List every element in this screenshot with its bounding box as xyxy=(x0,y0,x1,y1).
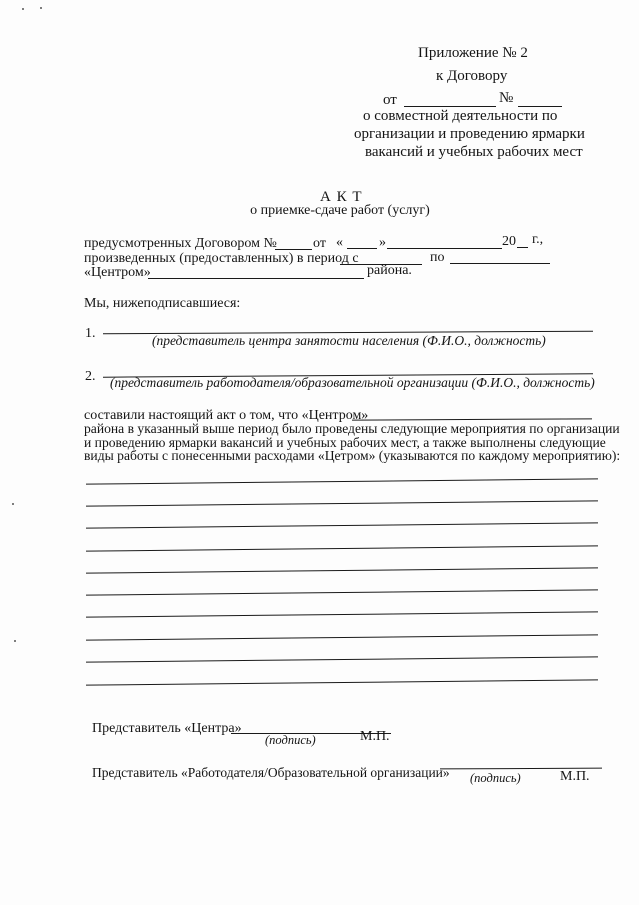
signer-1-number: 1. xyxy=(85,326,96,341)
body-line-4: виды работы с понесенными расходами «Цетром» (указываются по каждому мероприятию): xyxy=(84,448,621,463)
work-line xyxy=(86,656,598,662)
work-line xyxy=(86,679,598,685)
appendix-contract: к Договору xyxy=(436,68,508,84)
intro-year-blank xyxy=(517,247,528,248)
work-line xyxy=(86,567,598,573)
intro-month-blank xyxy=(387,248,502,249)
scan-mark xyxy=(22,8,24,10)
intro-period-to-blank xyxy=(450,263,550,264)
scan-mark xyxy=(40,7,42,9)
employer-stamp-label: М.П. xyxy=(560,769,590,784)
appendix-subject-1: о совместной деятельности по xyxy=(363,108,558,124)
work-line xyxy=(86,611,598,617)
center-signature-label: Представитель «Центра» xyxy=(92,721,242,736)
intro-from-label: от xyxy=(313,236,326,251)
center-signature-caption: (подпись) xyxy=(265,733,316,747)
intro-year-prefix: 20 xyxy=(502,234,516,249)
work-line xyxy=(86,522,598,528)
work-line xyxy=(86,545,598,551)
signers-lead: Мы, нижеподписавшиеся: xyxy=(84,296,241,311)
appendix-subject-2: организации и проведению ярмарки xyxy=(354,126,585,142)
intro-contract-number-blank xyxy=(275,249,312,250)
intro-quote-open: « xyxy=(336,235,343,250)
body-line-3: и проведению ярмарки вакансий и учебных рабочих мест, а также выполнены следующие xyxy=(84,435,606,450)
center-stamp-label: М.П. xyxy=(360,729,390,744)
intro-period-to-label: по xyxy=(430,250,445,265)
act-subtitle: о приемке-сдаче работ (услуг) xyxy=(250,203,430,218)
signer-2-number: 2. xyxy=(85,369,96,384)
intro-center-name-blank xyxy=(148,278,364,279)
appendix-no-label: № xyxy=(499,90,514,106)
body-line-1: составили настоящий акт о том, что «Центром» xyxy=(84,408,369,423)
employer-signature-caption: (подпись) xyxy=(470,771,521,785)
appendix-number: Приложение № 2 xyxy=(418,45,528,61)
work-line xyxy=(86,478,598,484)
signer-1-caption: (представитель центра занятости населения (Ф.И.О., должность) xyxy=(152,333,546,348)
intro-year-suffix: г., xyxy=(532,232,544,247)
contract-date-blank xyxy=(404,106,496,107)
act-title: А К Т xyxy=(320,189,363,205)
appendix-from-label: от xyxy=(383,92,397,108)
intro-contract-label: предусмотренных Договором № xyxy=(84,236,277,251)
intro-quote-close: » xyxy=(379,235,386,250)
contract-number-blank xyxy=(518,106,562,107)
appendix-subject-3: вакансий и учебных рабочих мест xyxy=(365,144,583,160)
signer-2-caption: (представитель работодателя/образовательной организации (Ф.И.О., должность) xyxy=(110,375,595,390)
intro-center-label: «Центром» xyxy=(84,265,151,280)
work-line xyxy=(86,634,598,640)
employer-signature-label: Представитель «Работодателя/Образовательной организации» xyxy=(92,765,450,780)
body-line-2: района в указанный выше период было проведены следующие мероприятия по организации xyxy=(84,421,620,436)
scan-mark xyxy=(14,640,16,642)
intro-period-label: произведенных (предоставленных) в период с xyxy=(84,251,359,266)
work-line xyxy=(86,589,598,595)
intro-district-label: района. xyxy=(367,263,412,278)
intro-day-blank xyxy=(347,248,377,249)
work-line xyxy=(86,500,598,506)
scan-mark xyxy=(12,503,14,505)
